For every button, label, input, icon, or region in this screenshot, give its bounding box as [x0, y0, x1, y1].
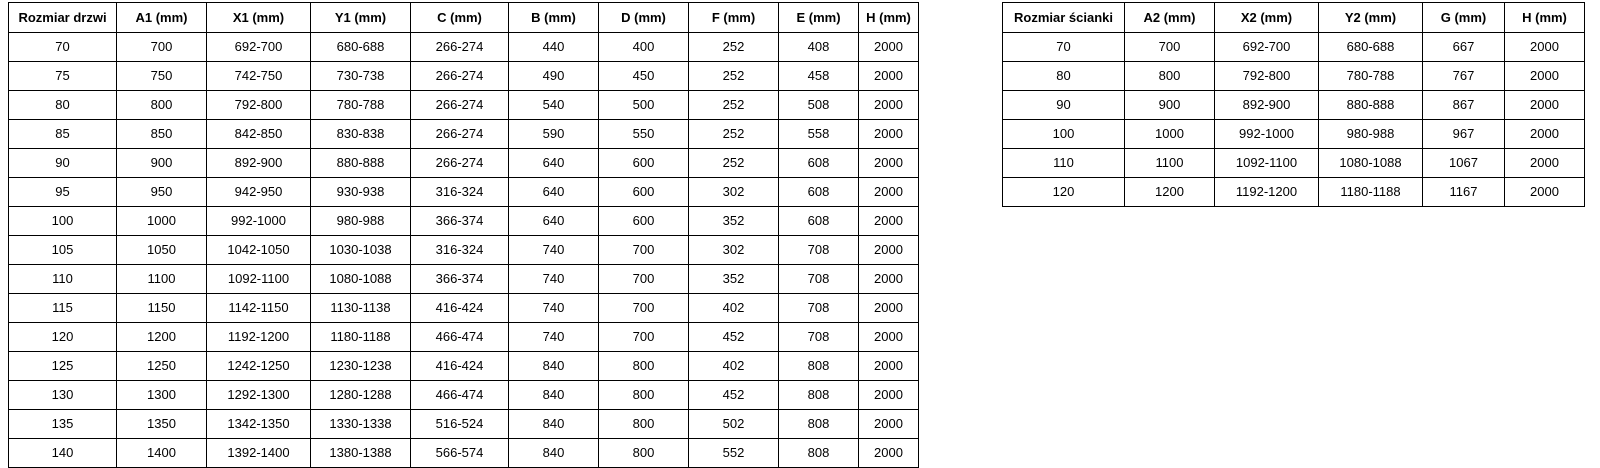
wall-table-column-header: G (mm): [1423, 3, 1505, 33]
door-table-cell: 800: [599, 352, 689, 381]
table-row: [9, 62, 919, 91]
wall-table-cell: 120: [1003, 178, 1125, 207]
door-table-cell: 1100: [117, 265, 207, 294]
wall-table-cell: 2000: [1505, 91, 1585, 120]
wall-table-cell: 992-1000: [1215, 120, 1319, 149]
door-table-cell: 992-1000: [207, 207, 311, 236]
wall-table-cell: 1180-1188: [1319, 178, 1423, 207]
door-table-cell: 800: [599, 410, 689, 439]
door-table-cell: 708: [779, 294, 859, 323]
wall-table-cell: 2000: [1505, 149, 1585, 178]
wall-table-cell: 1192-1200: [1215, 178, 1319, 207]
door-table-cell: 516-524: [411, 410, 509, 439]
door-table-cell: 640: [509, 207, 599, 236]
wall-table-cell: 767: [1423, 62, 1505, 91]
door-table-cell: 550: [599, 120, 689, 149]
door-table-cell: 2000: [859, 178, 919, 207]
wall-table-cell: 110: [1003, 149, 1125, 178]
door-table-cell: 316-324: [411, 236, 509, 265]
door-table-column-header: A1 (mm): [117, 3, 207, 33]
door-table-cell: 2000: [859, 207, 919, 236]
door-table-cell: 302: [689, 178, 779, 207]
door-table-cell: 1250: [117, 352, 207, 381]
door-table-cell: 942-950: [207, 178, 311, 207]
door-table-cell: 840: [509, 410, 599, 439]
door-table-cell: 608: [779, 207, 859, 236]
wall-table-column-header: H (mm): [1505, 3, 1585, 33]
wall-table-cell: 2000: [1505, 33, 1585, 62]
door-table-cell: 842-850: [207, 120, 311, 149]
wall-table-cell: 800: [1125, 62, 1215, 91]
door-table-cell: 740: [509, 294, 599, 323]
door-table-cell: 352: [689, 265, 779, 294]
table-row: [1003, 149, 1585, 178]
door-table-cell: 450: [599, 62, 689, 91]
table-row: [1003, 91, 1585, 120]
table-row: [9, 33, 919, 62]
door-table-cell: 252: [689, 120, 779, 149]
table-row: [1003, 178, 1585, 207]
door-table-cell: 900: [117, 149, 207, 178]
door-table-cell: 600: [599, 207, 689, 236]
wall-table-cell: 867: [1423, 91, 1505, 120]
door-table-cell: 590: [509, 120, 599, 149]
table-row: [9, 91, 919, 120]
door-table-cell: 90: [9, 149, 117, 178]
door-table-cell: 466-474: [411, 381, 509, 410]
door-table-cell: 400: [599, 33, 689, 62]
door-table-cell: 2000: [859, 62, 919, 91]
door-table-cell: 930-938: [311, 178, 411, 207]
door-table-cell: 302: [689, 236, 779, 265]
wall-table-column-header: X2 (mm): [1215, 3, 1319, 33]
table-row: [9, 439, 919, 468]
wall-table-cell: 700: [1125, 33, 1215, 62]
door-table-cell: 708: [779, 265, 859, 294]
wall-table-cell: 892-900: [1215, 91, 1319, 120]
wall-table-cell: 2000: [1505, 62, 1585, 91]
door-table-cell: 740: [509, 236, 599, 265]
wall-table-cell: 1067: [1423, 149, 1505, 178]
door-table-cell: 600: [599, 178, 689, 207]
door-table-cell: 640: [509, 149, 599, 178]
door-table-cell: 266-274: [411, 91, 509, 120]
wall-table-cell: 780-788: [1319, 62, 1423, 91]
door-table-cell: 840: [509, 439, 599, 468]
door-table-cell: 2000: [859, 323, 919, 352]
wall-table-cell: 792-800: [1215, 62, 1319, 91]
door-table-cell: 800: [599, 439, 689, 468]
door-table-body: [9, 33, 919, 468]
door-table-cell: 1030-1038: [311, 236, 411, 265]
door-table-cell: 2000: [859, 439, 919, 468]
door-table-cell: 502: [689, 410, 779, 439]
door-table-cell: 1092-1100: [207, 265, 311, 294]
door-table-cell: 490: [509, 62, 599, 91]
door-table-cell: 95: [9, 178, 117, 207]
door-table-cell: 640: [509, 178, 599, 207]
door-table-cell: 840: [509, 381, 599, 410]
door-table-cell: 540: [509, 91, 599, 120]
door-table-cell: 366-374: [411, 207, 509, 236]
door-table-cell: 830-838: [311, 120, 411, 149]
door-table-cell: 2000: [859, 149, 919, 178]
door-table-cell: 1200: [117, 323, 207, 352]
door-table-cell: 402: [689, 352, 779, 381]
door-table-cell: 700: [599, 236, 689, 265]
door-table-cell: 366-374: [411, 265, 509, 294]
door-table-cell: 750: [117, 62, 207, 91]
table-row: [9, 265, 919, 294]
door-table-cell: 416-424: [411, 294, 509, 323]
door-size-table: [8, 2, 919, 468]
door-table-cell: 252: [689, 91, 779, 120]
wall-table-cell: 1080-1088: [1319, 149, 1423, 178]
door-table-head: [9, 3, 919, 33]
wall-table-cell: 80: [1003, 62, 1125, 91]
door-table-cell: 692-700: [207, 33, 311, 62]
door-table-cell: 1280-1288: [311, 381, 411, 410]
table-row: [9, 323, 919, 352]
door-table-column-header: C (mm): [411, 3, 509, 33]
door-table-cell: 850: [117, 120, 207, 149]
wall-table-cell: 680-688: [1319, 33, 1423, 62]
door-table-cell: 840: [509, 352, 599, 381]
door-table-cell: 800: [599, 381, 689, 410]
door-table-cell: 600: [599, 149, 689, 178]
door-table-cell: 466-474: [411, 323, 509, 352]
door-table-cell: 1292-1300: [207, 381, 311, 410]
wall-table-cell: 1100: [1125, 149, 1215, 178]
door-table-cell: 1300: [117, 381, 207, 410]
door-table-cell: 266-274: [411, 62, 509, 91]
door-table-cell: 508: [779, 91, 859, 120]
door-table-cell: 416-424: [411, 352, 509, 381]
door-table-cell: 566-574: [411, 439, 509, 468]
door-table-cell: 316-324: [411, 178, 509, 207]
wall-table-cell: 90: [1003, 91, 1125, 120]
door-table-column-header: H (mm): [859, 3, 919, 33]
door-table-cell: 2000: [859, 352, 919, 381]
table-row: [9, 120, 919, 149]
door-table-cell: 70: [9, 33, 117, 62]
door-table-cell: 85: [9, 120, 117, 149]
door-table-column-header: D (mm): [599, 3, 689, 33]
door-table-cell: 800: [117, 91, 207, 120]
door-table-cell: 700: [599, 294, 689, 323]
door-table-cell: 252: [689, 149, 779, 178]
wall-size-table-container: [1002, 2, 1585, 207]
door-table-cell: 120: [9, 323, 117, 352]
door-table-cell: 1180-1188: [311, 323, 411, 352]
wall-table-body: [1003, 33, 1585, 207]
door-table-cell: 125: [9, 352, 117, 381]
door-table-cell: 135: [9, 410, 117, 439]
door-table-cell: 780-788: [311, 91, 411, 120]
door-table-cell: 452: [689, 381, 779, 410]
table-row: [9, 178, 919, 207]
wall-table-header-row: [1003, 3, 1585, 33]
table-row: [9, 207, 919, 236]
wall-table-cell: 967: [1423, 120, 1505, 149]
door-table-cell: 452: [689, 323, 779, 352]
table-row: [9, 352, 919, 381]
door-table-cell: 100: [9, 207, 117, 236]
wall-table-cell: 1167: [1423, 178, 1505, 207]
wall-table-cell: 1092-1100: [1215, 149, 1319, 178]
table-row: [9, 149, 919, 178]
door-table-cell: 700: [599, 265, 689, 294]
door-table-column-header: Y1 (mm): [311, 3, 411, 33]
door-table-cell: 808: [779, 439, 859, 468]
door-table-cell: 1080-1088: [311, 265, 411, 294]
door-table-cell: 700: [599, 323, 689, 352]
door-table-cell: 740: [509, 265, 599, 294]
table-row: [9, 236, 919, 265]
door-table-cell: 700: [117, 33, 207, 62]
door-table-cell: 252: [689, 62, 779, 91]
door-table-cell: 1350: [117, 410, 207, 439]
door-table-cell: 608: [779, 178, 859, 207]
door-table-cell: 2000: [859, 236, 919, 265]
wall-table-cell: 980-988: [1319, 120, 1423, 149]
door-table-cell: 950: [117, 178, 207, 207]
door-table-column-header: E (mm): [779, 3, 859, 33]
table-row: [9, 381, 919, 410]
door-table-cell: 2000: [859, 91, 919, 120]
door-table-cell: 1400: [117, 439, 207, 468]
door-table-cell: 2000: [859, 33, 919, 62]
door-table-cell: 608: [779, 149, 859, 178]
door-table-cell: 1130-1138: [311, 294, 411, 323]
table-row: [1003, 120, 1585, 149]
door-table-cell: 266-274: [411, 120, 509, 149]
door-table-cell: 1050: [117, 236, 207, 265]
wall-table-column-header: Rozmiar ścianki: [1003, 3, 1125, 33]
door-table-cell: 1150: [117, 294, 207, 323]
door-table-cell: 558: [779, 120, 859, 149]
door-size-table-container: [8, 2, 919, 468]
door-table-cell: 266-274: [411, 149, 509, 178]
door-table-cell: 266-274: [411, 33, 509, 62]
door-table-cell: 80: [9, 91, 117, 120]
door-table-column-header: Rozmiar drzwi: [9, 3, 117, 33]
wall-size-table: [1002, 2, 1585, 207]
door-table-cell: 808: [779, 381, 859, 410]
door-table-header-row: [9, 3, 919, 33]
door-table-cell: 880-888: [311, 149, 411, 178]
door-table-cell: 1380-1388: [311, 439, 411, 468]
door-table-cell: 1392-1400: [207, 439, 311, 468]
wall-table-cell: 2000: [1505, 120, 1585, 149]
wall-table-head: [1003, 3, 1585, 33]
door-table-cell: 808: [779, 352, 859, 381]
door-table-cell: 458: [779, 62, 859, 91]
door-table-cell: 2000: [859, 265, 919, 294]
door-table-cell: 792-800: [207, 91, 311, 120]
wall-table-column-header: A2 (mm): [1125, 3, 1215, 33]
wall-table-column-header: Y2 (mm): [1319, 3, 1423, 33]
door-table-cell: 130: [9, 381, 117, 410]
door-table-column-header: F (mm): [689, 3, 779, 33]
wall-table-cell: 667: [1423, 33, 1505, 62]
table-row: [9, 410, 919, 439]
door-table-cell: 740: [509, 323, 599, 352]
door-table-cell: 2000: [859, 120, 919, 149]
door-table-cell: 105: [9, 236, 117, 265]
door-table-cell: 1230-1238: [311, 352, 411, 381]
door-table-cell: 708: [779, 236, 859, 265]
door-table-cell: 402: [689, 294, 779, 323]
door-table-cell: 352: [689, 207, 779, 236]
door-table-cell: 1192-1200: [207, 323, 311, 352]
wall-table-cell: 880-888: [1319, 91, 1423, 120]
door-table-cell: 408: [779, 33, 859, 62]
wall-table-cell: 900: [1125, 91, 1215, 120]
door-table-cell: 1000: [117, 207, 207, 236]
door-table-cell: 808: [779, 410, 859, 439]
door-table-cell: 892-900: [207, 149, 311, 178]
door-table-cell: 742-750: [207, 62, 311, 91]
table-row: [9, 294, 919, 323]
door-table-cell: 680-688: [311, 33, 411, 62]
door-table-cell: 440: [509, 33, 599, 62]
door-table-cell: 115: [9, 294, 117, 323]
door-table-cell: 252: [689, 33, 779, 62]
door-table-cell: 708: [779, 323, 859, 352]
door-table-column-header: X1 (mm): [207, 3, 311, 33]
door-table-cell: 1330-1338: [311, 410, 411, 439]
door-table-cell: 1042-1050: [207, 236, 311, 265]
door-table-cell: 110: [9, 265, 117, 294]
door-table-cell: 2000: [859, 410, 919, 439]
door-table-cell: 730-738: [311, 62, 411, 91]
door-table-cell: 1342-1350: [207, 410, 311, 439]
door-table-cell: 140: [9, 439, 117, 468]
door-table-cell: 1242-1250: [207, 352, 311, 381]
door-table-cell: 75: [9, 62, 117, 91]
wall-table-cell: 1200: [1125, 178, 1215, 207]
door-table-cell: 1142-1150: [207, 294, 311, 323]
wall-table-cell: 1000: [1125, 120, 1215, 149]
door-table-cell: 2000: [859, 294, 919, 323]
wall-table-cell: 2000: [1505, 178, 1585, 207]
table-row: [1003, 33, 1585, 62]
wall-table-cell: 70: [1003, 33, 1125, 62]
door-table-column-header: B (mm): [509, 3, 599, 33]
wall-table-cell: 692-700: [1215, 33, 1319, 62]
table-row: [1003, 62, 1585, 91]
door-table-cell: 500: [599, 91, 689, 120]
wall-table-cell: 100: [1003, 120, 1125, 149]
door-table-cell: 2000: [859, 381, 919, 410]
door-table-cell: 980-988: [311, 207, 411, 236]
door-table-cell: 552: [689, 439, 779, 468]
